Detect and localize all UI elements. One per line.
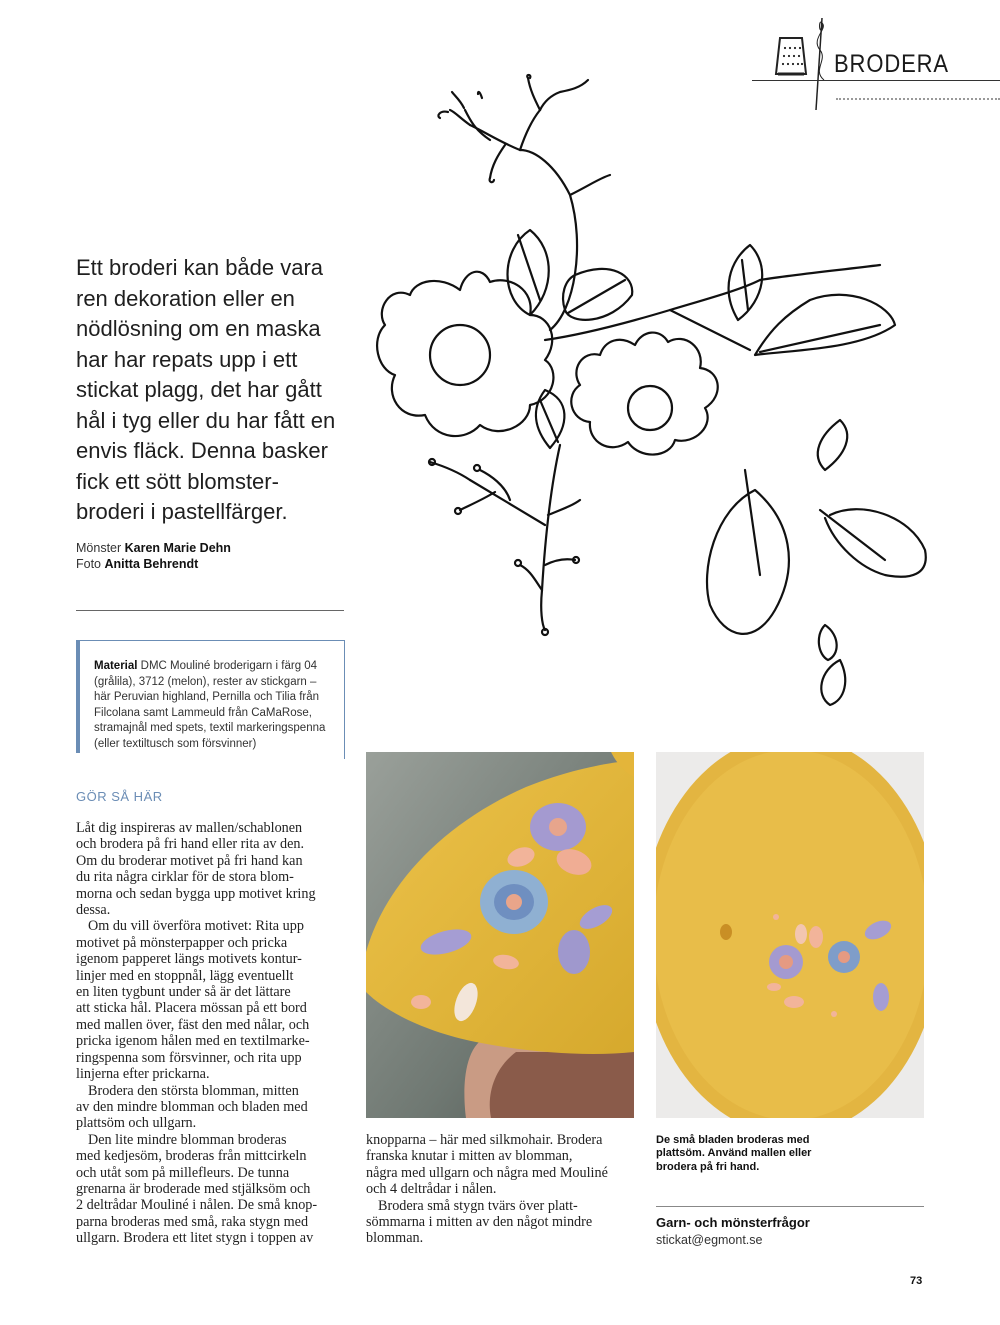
intro-line: Ett broderi kan både vara xyxy=(76,255,324,280)
body-line: Om du vill överföra motivet: Rita upp xyxy=(88,918,304,935)
body-line: med kedjesöm, broderas från mittcirkeln xyxy=(76,1148,307,1165)
body-line: grenarna är broderade med stjälksöm och xyxy=(76,1180,311,1197)
beret-flat-photo xyxy=(656,752,924,1118)
body-line: linjer med en stoppnål, lägg eventuellt xyxy=(76,967,294,984)
body-line: blomman. xyxy=(366,1230,424,1247)
intro-line: hål i tyg eller du har fått en xyxy=(76,407,336,433)
body-paragraph xyxy=(76,918,348,1082)
body-line: Den lite mindre blomman broderas xyxy=(88,1131,287,1148)
body-line: Låt dig inspireras av mallen/schablonen xyxy=(76,820,303,836)
body-line: och utåt som på millefleurs. De tunna xyxy=(76,1164,290,1181)
body-line: dessa. xyxy=(76,902,111,919)
material-box xyxy=(76,640,345,759)
body-paragraph xyxy=(76,820,348,918)
material-label: Material xyxy=(94,660,138,672)
photo-caption xyxy=(656,1134,831,1174)
body-line: och 4 deltrådar i nålen. xyxy=(366,1181,497,1198)
body-line: en liten tygbunt under så är det lättare xyxy=(76,984,291,1001)
section-title: BRODERA xyxy=(834,50,949,78)
body-line: några med ullgarn och några med Mouliné xyxy=(366,1164,608,1181)
contact-email-link[interactable]: stickat@egmont.se xyxy=(656,1233,763,1247)
intro-line: ren dekoration eller en xyxy=(76,285,295,311)
body-line: Brodera den största blomman, mitten xyxy=(88,1082,299,1099)
material-line: Filcolana samt Lammeuld från CaMaRose, xyxy=(94,706,312,719)
body-line: morna och sedan bygga upp motivet kring xyxy=(76,885,316,902)
body-paragraph xyxy=(366,1132,634,1198)
body-line: ringspenna som försvinner, och rita upp xyxy=(76,1049,302,1066)
page-number: 73 xyxy=(910,1275,923,1287)
photo-credit xyxy=(76,556,231,572)
body-column-1 xyxy=(76,820,348,1247)
intro-text xyxy=(76,253,356,528)
body-line: av den mindre blomman och bladen med xyxy=(76,1098,308,1115)
material-line: (eller textiltusch som försvinner) xyxy=(94,737,257,750)
caption-line: De små bladen broderas med xyxy=(656,1134,810,1146)
divider xyxy=(656,1206,924,1207)
body-line: linjerna efter prickarna. xyxy=(76,1066,210,1083)
intro-line: broderi i pastellfärger. xyxy=(76,499,288,524)
body-line: motivet på mönsterpapper och pricka xyxy=(76,934,288,951)
credits xyxy=(76,540,231,572)
body-line: parna broderas med små, raka stygn med xyxy=(76,1213,309,1230)
intro-line: fick ett sött blomster- xyxy=(76,468,279,494)
body-line: Om du broderar motivet på fri hand kan xyxy=(76,852,303,869)
body-line: Brodera små stygn tvärs över platt- xyxy=(378,1197,578,1214)
divider xyxy=(76,610,344,611)
body-line: igenom papperet längs motivets kontur- xyxy=(76,951,302,968)
body-line: och brodera på fri hand eller rita av den. xyxy=(76,836,305,853)
body-line: knopparna – här med silkmohair. Brodera xyxy=(366,1132,603,1148)
photo-credit-label: Foto xyxy=(76,557,102,571)
body-paragraph xyxy=(366,1198,634,1247)
body-line: franska knutar i mitten av blomman, xyxy=(366,1148,573,1165)
material-line-text: DMC Mouliné broderigarn i färg 04 xyxy=(137,660,318,672)
material-line xyxy=(94,659,344,675)
material-line: (grålila), 3712 (melon), rester av stickgarn – xyxy=(94,675,317,688)
body-column-2 xyxy=(366,1132,634,1247)
pattern-credit xyxy=(76,540,231,556)
photo-credit-name: Anitta Behrendt xyxy=(104,557,199,571)
body-line: att sticka hål. Placera mössan på ett bord xyxy=(76,1000,307,1017)
body-line: sömmarna i mitten av den något mindre xyxy=(366,1214,593,1231)
body-line: du rita några cirklar för de stora blom- xyxy=(76,869,294,886)
body-line: ullgarn. Brodera ett litet stygn i toppen av xyxy=(76,1230,314,1247)
material-line: här Peruvian highland, Pernilla och Tilia från xyxy=(94,691,320,703)
body-paragraph xyxy=(76,1132,348,1247)
material-accent-bar xyxy=(76,641,80,753)
body-line: med mallen över, fäst den med nålar, och xyxy=(76,1016,310,1033)
intro-line: har har repats upp i ett xyxy=(76,346,298,372)
material-text xyxy=(94,659,344,752)
body-line: pricka igenom hålen med en textilmarke- xyxy=(76,1033,310,1050)
pattern-credit-label: Mönster xyxy=(76,541,122,555)
beret-worn-photo xyxy=(366,752,634,1118)
intro-line: stickat plagg, det har gått xyxy=(76,377,322,402)
pattern-credit-name: Karen Marie Dehn xyxy=(124,541,231,555)
body-line: plattsöm och ullgarn. xyxy=(76,1115,197,1132)
material-line: stramajnål med spets, textil markeringspenna xyxy=(94,722,326,734)
contact-title: Garn- och mönsterfrågor xyxy=(656,1215,810,1230)
body-line: 2 deltrådar Mouliné i nålen. De små knop- xyxy=(76,1197,318,1214)
caption-line: brodera på fri hand. xyxy=(656,1160,760,1173)
intro-line: nödlösning om en maska xyxy=(76,316,321,341)
howto-heading: GÖR SÅ HÄR xyxy=(76,789,163,804)
caption-line: plattsöm. Använd mallen eller xyxy=(656,1147,812,1160)
body-paragraph xyxy=(76,1083,348,1132)
intro-line: envis fläck. Denna basker xyxy=(76,438,328,463)
embroidery-pattern-drawing xyxy=(370,70,970,710)
